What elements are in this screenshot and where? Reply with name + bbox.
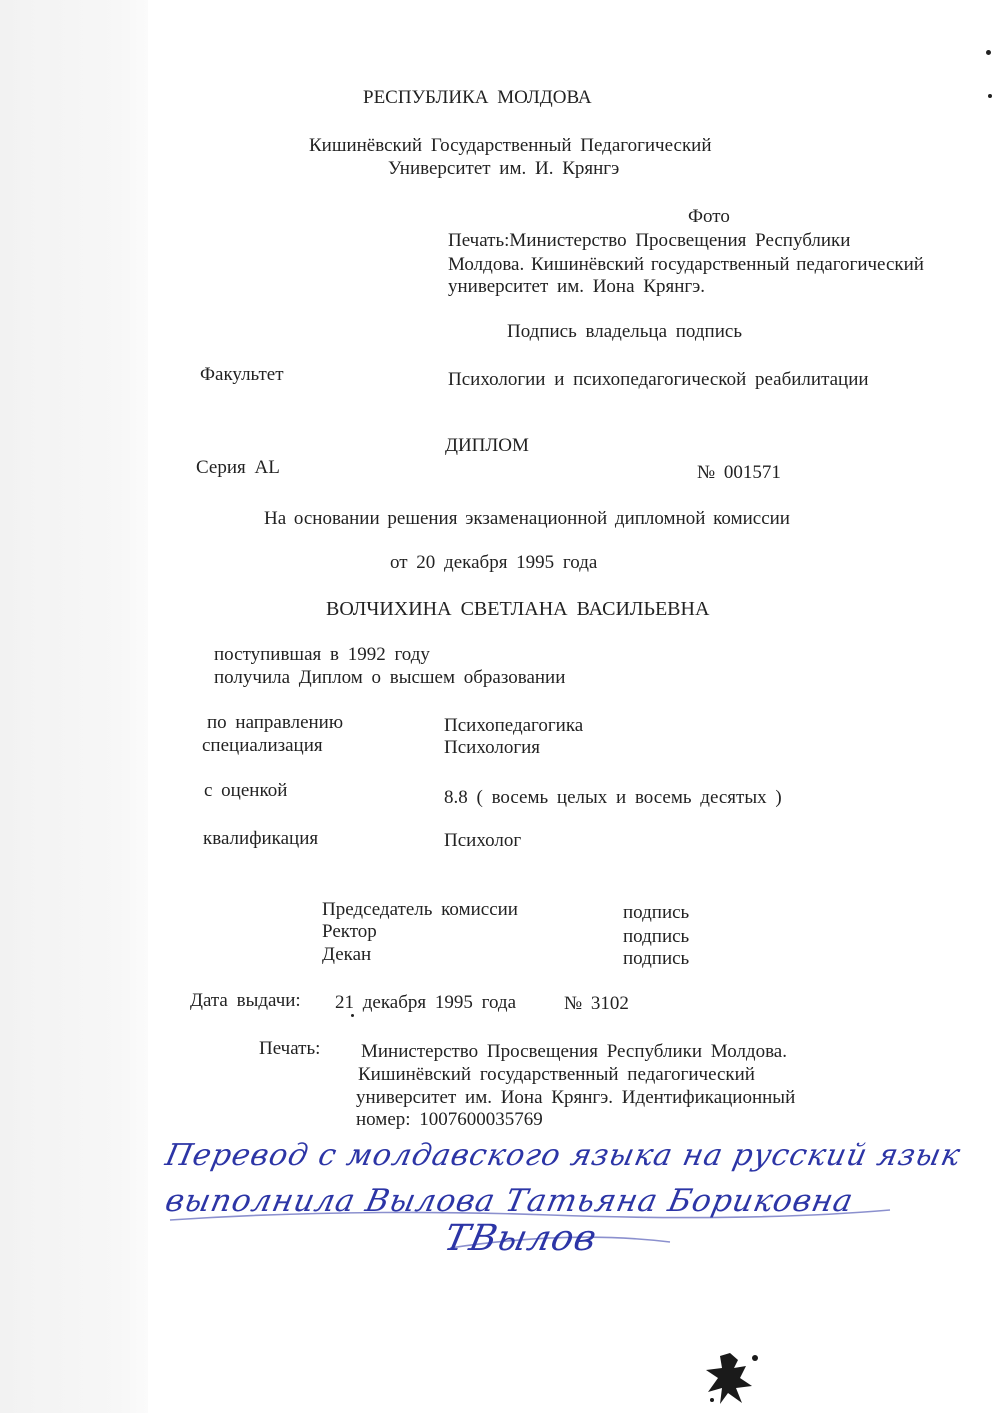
handwritten-signature: ТВылов	[440, 1218, 601, 1259]
received-line: получила Диплом о высшем образовании	[214, 667, 566, 688]
scan-dot-2	[988, 94, 992, 98]
specialization-label: специализация	[202, 735, 323, 756]
handwritten-translation-note: Перевод с молдавского языка на русский язык	[162, 1138, 965, 1173]
graduate-name: ВОЛЧИХИНА СВЕТЛАНА ВАСИЛЬЕВНА	[326, 598, 710, 620]
university-name-line1: Кишинёвский Государственный Педагогический	[309, 135, 712, 156]
scan-dot-1	[986, 50, 991, 55]
issue-date-value: 21 декабря 1995 года	[335, 992, 517, 1013]
specialization-value: Психология	[444, 737, 541, 758]
chair-label: Председатель комиссии	[322, 899, 518, 920]
bottom-seal-label: Печать:	[259, 1038, 321, 1059]
scan-shadow-strip	[0, 0, 148, 1413]
bottom-seal-line3: университет им. Иона Крянгэ. Идентификационный	[356, 1087, 796, 1108]
basis-date: от 20 декабря 1995 года	[390, 552, 598, 573]
enrolled-line: поступившая в 1992 году	[214, 644, 430, 665]
photo-label: Фото	[688, 206, 730, 227]
bottom-seal-line1: Министерство Просвещения Республики Молдова.	[361, 1041, 787, 1062]
diploma-title: ДИПЛОМ	[445, 435, 529, 456]
owner-signature-line: Подпись владельца подпись	[507, 321, 742, 342]
signature-underline-strokes	[150, 1160, 910, 1250]
seal-text-line3: университет им. Иона Крянгэ.	[448, 276, 706, 297]
bottom-seal-line4: номер: 1007600035769	[356, 1109, 543, 1130]
qualification-value: Психолог	[444, 830, 522, 851]
issue-date-label: Дата выдачи:	[190, 990, 301, 1011]
diploma-number: № 001571	[697, 462, 781, 483]
university-name-line2: Университет им. И. Крянгэ	[388, 158, 620, 179]
rector-label: Ректор	[322, 921, 377, 942]
diploma-series: Серия AL	[196, 457, 280, 478]
faculty-value: Психологии и психопедагогической реабилитации	[448, 369, 869, 390]
basis-line: На основании решения экзаменационной дипломной комиссии	[264, 508, 790, 529]
grade-value: 8.8 ( восемь целых и восемь десятых )	[444, 787, 782, 808]
handwritten-translator-name: выполнила Вылова Татьяна Бориковна	[162, 1183, 857, 1219]
faculty-label: Факультет	[200, 364, 284, 385]
dean-signature: подпись	[623, 948, 690, 969]
direction-label: по направлению	[207, 712, 344, 733]
seal-text-line2: Молдова. Кишинёвский государственный педагогический	[448, 254, 924, 275]
ink-blot-icon	[700, 1348, 770, 1408]
qualification-label: квалификация	[203, 828, 319, 849]
chair-signature: подпись	[623, 902, 690, 923]
seal-text-line1: Печать:Министерство Просвещения Республики	[448, 230, 851, 251]
direction-value: Психопедагогика	[444, 715, 584, 736]
bottom-seal-line2: Кишинёвский государственный педагогический	[358, 1064, 755, 1085]
grade-label: с оценкой	[204, 780, 288, 801]
scan-dot-3	[351, 1014, 354, 1017]
dean-label: Декан	[322, 944, 372, 965]
registration-number: № 3102	[564, 993, 629, 1014]
rector-signature: подпись	[623, 926, 690, 947]
country-heading: РЕСПУБЛИКА МОЛДОВА	[363, 87, 592, 108]
